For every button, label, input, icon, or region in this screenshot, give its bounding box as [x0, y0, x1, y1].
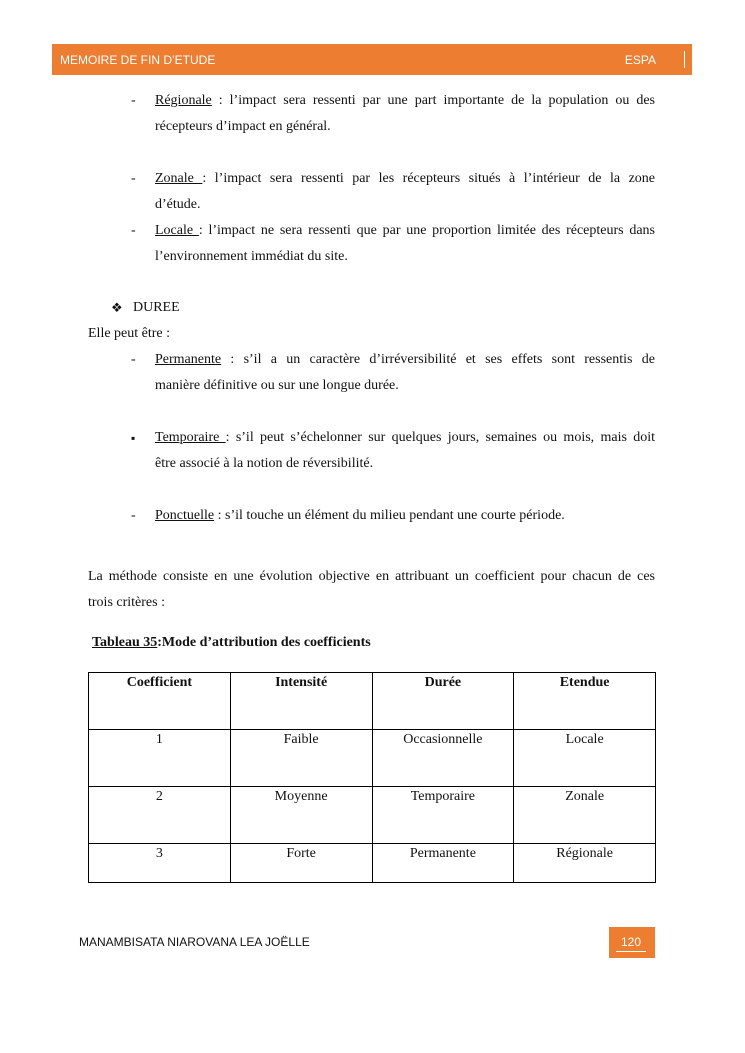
- header-cell: Intensité: [230, 673, 372, 730]
- item-text: : l’impact sera ressenti par les récepteurs situés à l’intérieur de la zone: [202, 171, 655, 186]
- list-bullet: -: [131, 223, 136, 238]
- diamond-bullet-icon: ❖: [111, 300, 123, 315]
- item-text: : l’impact sera ressenti par une part importante de la population ou des: [211, 93, 655, 108]
- header-cell: Coefficient: [89, 673, 231, 730]
- table-cell: 3: [89, 844, 231, 883]
- term-locale: Locale: [155, 223, 199, 238]
- term-regionale: Régionale: [155, 93, 212, 108]
- list-item-line: [155, 425, 655, 451]
- term-temporaire: Temporaire: [155, 430, 226, 445]
- table-cell: Permanente: [372, 844, 514, 883]
- item-text: : s’il a un caractère d’irréversibilité et ses effets sont ressentis de: [221, 352, 655, 367]
- list-bullet: -: [131, 352, 136, 367]
- table-header-row: [89, 673, 656, 730]
- page-number: 120: [616, 933, 646, 952]
- page-number-box: [609, 927, 655, 958]
- list-item-line: [155, 88, 655, 114]
- list-item-line2: manière définitive ou sur une longue durée.: [155, 378, 399, 393]
- table-cell: Occasionnelle: [372, 730, 514, 787]
- section-heading-duree: DUREE: [133, 300, 180, 315]
- method-paragraph-line1: La méthode consiste en une évolution objective en attribuant un coefficient pour chacun de ces: [88, 569, 655, 584]
- header-title: MEMOIRE DE FIN D’ETUDE: [60, 53, 216, 67]
- duree-intro: Elle peut être :: [88, 326, 171, 341]
- list-item-line: [155, 347, 655, 373]
- term-zonale: Zonale: [155, 171, 203, 186]
- table-cell: 2: [89, 787, 231, 844]
- item-text: : s’il touche un élément du milieu pendant une courte période.: [214, 508, 565, 523]
- header-cell: Durée: [372, 673, 514, 730]
- table-row: [89, 787, 656, 844]
- table-cell: Locale: [514, 730, 656, 787]
- list-bullet: -: [131, 508, 136, 523]
- header-cell: Etendue: [514, 673, 656, 730]
- footer-author: MANAMBISATA NIAROVANA LEA JOËLLE: [79, 935, 310, 949]
- list-item-line2: l’environnement immédiat du site.: [155, 249, 348, 264]
- item-text: : s’il peut s’échelonner sur quelques jours, semaines ou mois, mais doit: [225, 430, 655, 445]
- term-permanente: Permanente: [155, 352, 222, 367]
- table-title: :Mode d’attribution des coefficients: [157, 635, 371, 650]
- table-number: Tableau 35: [92, 635, 158, 650]
- table-cell: Faible: [230, 730, 372, 787]
- list-item-line2: récepteurs d’impact en général.: [155, 119, 331, 134]
- table-cell: Zonale: [514, 787, 656, 844]
- coefficients-table: [88, 672, 656, 883]
- table-cell: Régionale: [514, 844, 656, 883]
- list-item-line2: d’étude.: [155, 197, 201, 212]
- table-cell: Moyenne: [230, 787, 372, 844]
- list-bullet: -: [131, 171, 136, 186]
- header-school: ESPA: [624, 53, 656, 67]
- table-cell: 1: [89, 730, 231, 787]
- list-item-line: [155, 503, 565, 529]
- table-cell: Temporaire: [372, 787, 514, 844]
- table-cell: Forte: [230, 844, 372, 883]
- list-item-line: [155, 218, 655, 244]
- table-row: [89, 730, 656, 787]
- term-ponctuelle: Ponctuelle: [155, 508, 215, 523]
- item-text: : l’impact ne sera ressenti que par une proportion limitée des récepteurs dans: [198, 223, 655, 238]
- method-paragraph-line2: trois critères :: [88, 595, 165, 610]
- page-header: [52, 44, 692, 75]
- list-item-line: [155, 166, 655, 192]
- list-item-line2: être associé à la notion de réversibilité.: [155, 456, 374, 471]
- header-separator: [684, 51, 685, 68]
- list-bullet: -: [131, 93, 136, 108]
- square-bullet-icon: ▪: [131, 431, 136, 445]
- table-row: [89, 844, 656, 883]
- table-caption: [92, 630, 371, 656]
